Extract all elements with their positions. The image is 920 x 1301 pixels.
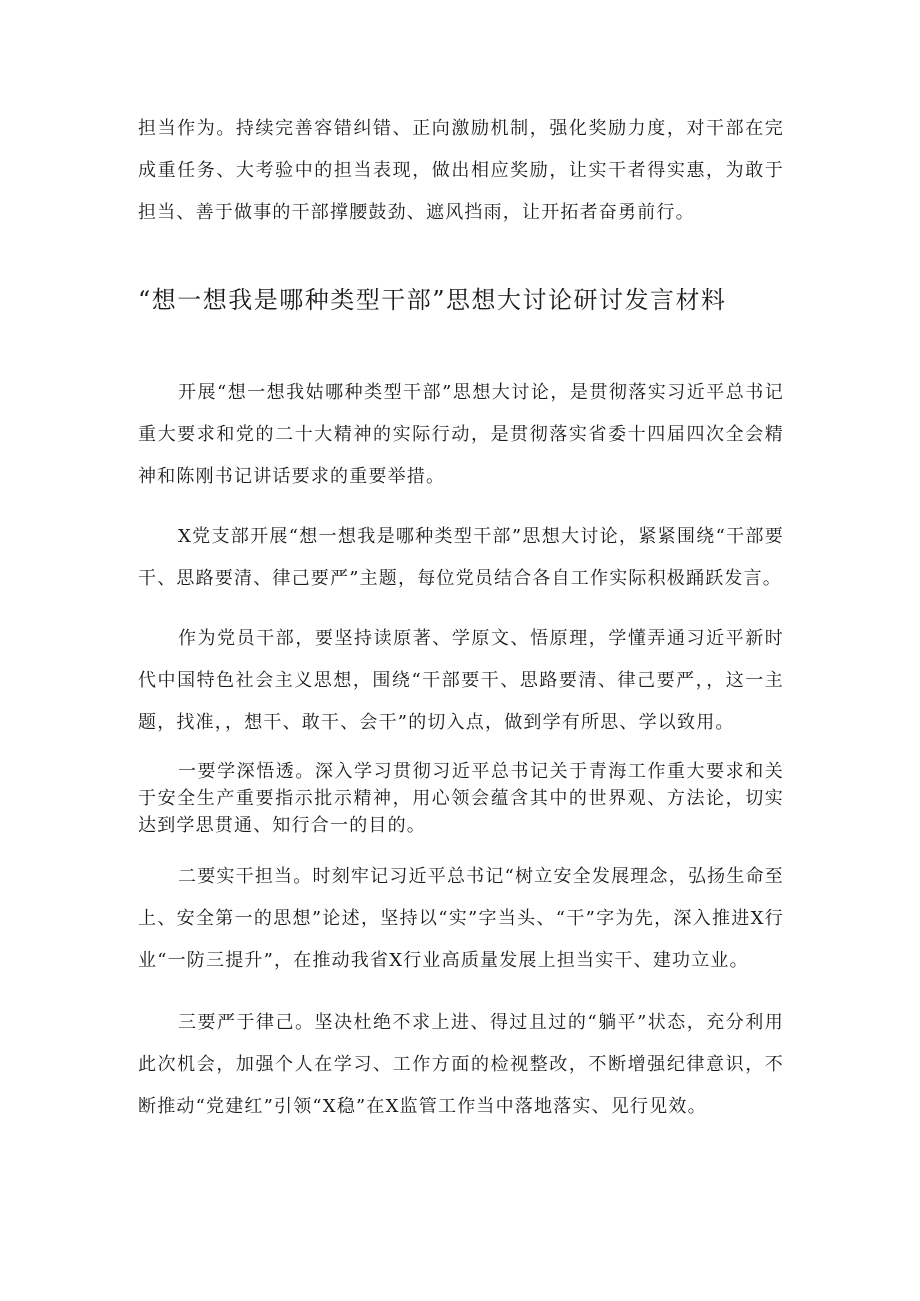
intro-paragraph: 担当作为。持续完善容错纠错、正向激励机制，强化奖励力度，对干部在完成重任务、大考验中的担当表现，做出相应奖励，让实干者得实惠，为敢于担当、善于做事的干部撑腰鼓劲、遮风挡雨，让开拓者奋勇前行。: [138, 118, 784, 223]
paragraph-practical-work: 二要实干担当。时刻牢记习近平总书记“树立安全发展理念，弘扬生命至上、安全第一的思想”论述，坚持以“实”字当头、“干”字为先，深入推进X行业“一防三提升”，在推动我省X行业高质量发展上担当实干、建功立业。: [138, 866, 784, 971]
paragraph-party-member: 作为党员干部，要坚持读原著、学原文、悟原理，学懂弄通习近平新时代中国特色社会主义思想，围绕“干部要干、思路要清、律己要严，，这一主题，找准，，想干、敢干、会干”的切入点，做到学有所思、学以致用。: [138, 628, 784, 733]
paragraph-branch-discussion: X党支部开展“想一想我是哪种类型干部”思想大讨论，紧紧围绕“干部要干、思路要清、律己要严”主题，每位党员结合各自工作实际积极踊跃发言。: [138, 526, 784, 589]
document-title: “想一想我是哪种类型干部”思想大讨论研讨发言材料: [138, 286, 727, 314]
paragraph-opening: 开展“想一想我姑哪种类型干部”思想大讨论，是贯彻落实习近平总书记重大要求和党的二十大精神的实际行动，是贯彻落实省委十四届四次全会精神和陈刚书记讲话要求的重要举措。: [138, 382, 784, 487]
paragraph-self-discipline: 三要严于律己。坚决杜绝不求上进、得过且过的“躺平”状态，充分利用此次机会，加强个人在学习、工作方面的检视整改，不断增强纪律意识，不断推动“党建红”引领“X稳”在X监管工作当中落地落实、见行见效。: [138, 1012, 784, 1117]
paragraph-study-deeply: 一要学深悟透。深入学习贯彻习近平总书记关于青海工作重大要求和关于安全生产重要指示批示精神，用心领会蕴含其中的世界观、方法论，切实达到学思贯通、知行合一的目的。: [138, 761, 784, 836]
